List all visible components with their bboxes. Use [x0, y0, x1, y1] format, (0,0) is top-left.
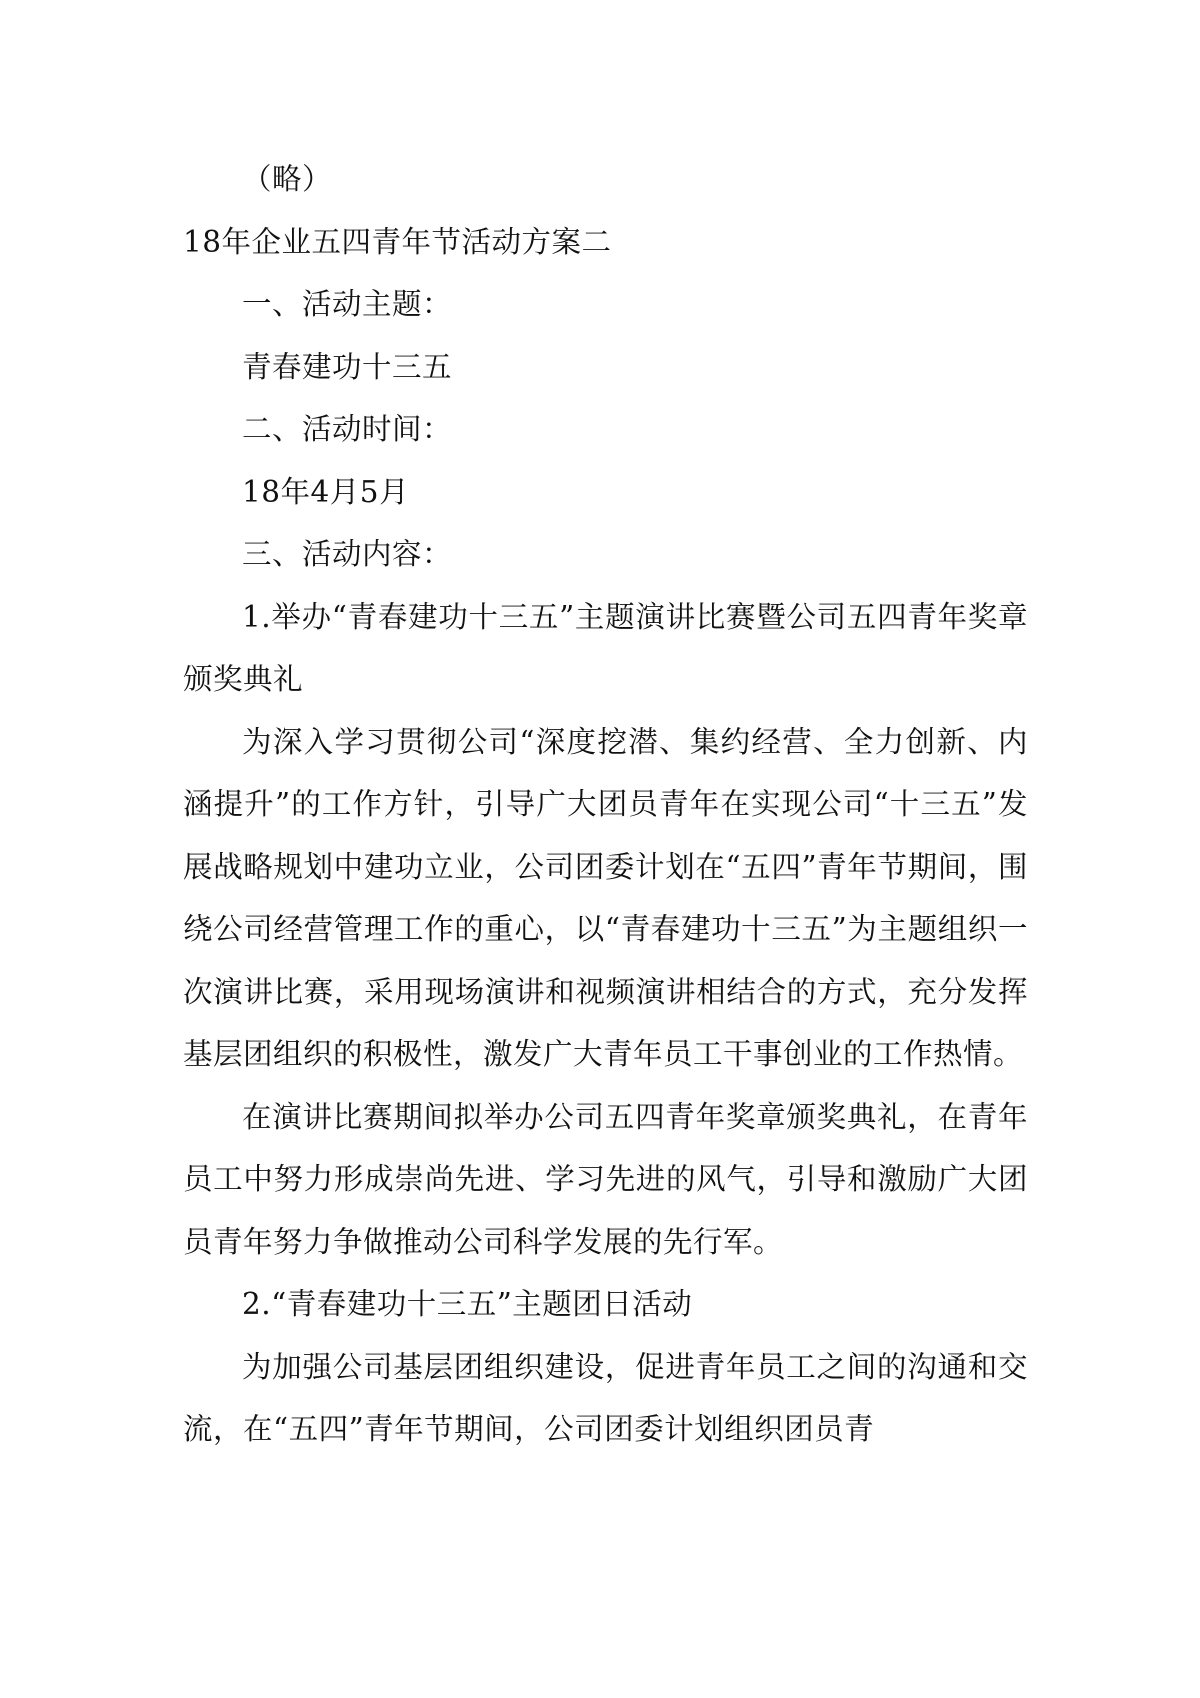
content-item-2-title: 2.“青春建功十三五”主题团日活动 [242, 1287, 693, 1321]
content-item-2-paragraph-1: 为加强公司基层团组织建设，促进青年员工之间的沟通和交流，在“五四”青年节期间，公司团委计划组织团员青 [183, 1349, 1028, 1446]
content-item-1-paragraph-1: 为深入学习贯彻公司“深度挖潜、集约经营、全力创新、内涵提升”的工作方针，引导广大团员青年在实现公司“十三五”发展战略规划中建功立业，公司团委计划在“五四”青年节期间，围绕公司经营管理工作的重心，以“青春建功十三五”为主题组织一次演讲比赛，采用现场演讲和视频演讲相结合的方式，充分发挥基层团组织的积极性，激发广大青年员工干事创业的工作热情。 [183, 724, 1028, 1071]
time-value: 18年4月5月 [242, 474, 410, 509]
content-item-1-paragraph-2: 在演讲比赛期间拟举办公司五四青年奖章颁奖典礼，在青年员工中努力形成崇尚先进、学习先进的风气，引导和激励广大团员青年努力争做推动公司科学发展的先行军。 [183, 1099, 1028, 1259]
heading-theme: 一、活动主题： [242, 287, 453, 321]
heading-content: 三、活动内容： [242, 537, 453, 571]
document-body [183, 148, 1028, 1461]
section-title: 18年企业五四青年节活动方案二 [183, 224, 612, 259]
paragraph-omitted: （略） [242, 162, 333, 196]
content-item-1-title: 1.举办“青春建功十三五”主题演讲比赛暨公司五四青年奖章颁奖典礼 [183, 599, 1028, 696]
heading-time: 二、活动时间： [242, 412, 453, 446]
theme-value: 青春建功十三五 [242, 349, 453, 384]
